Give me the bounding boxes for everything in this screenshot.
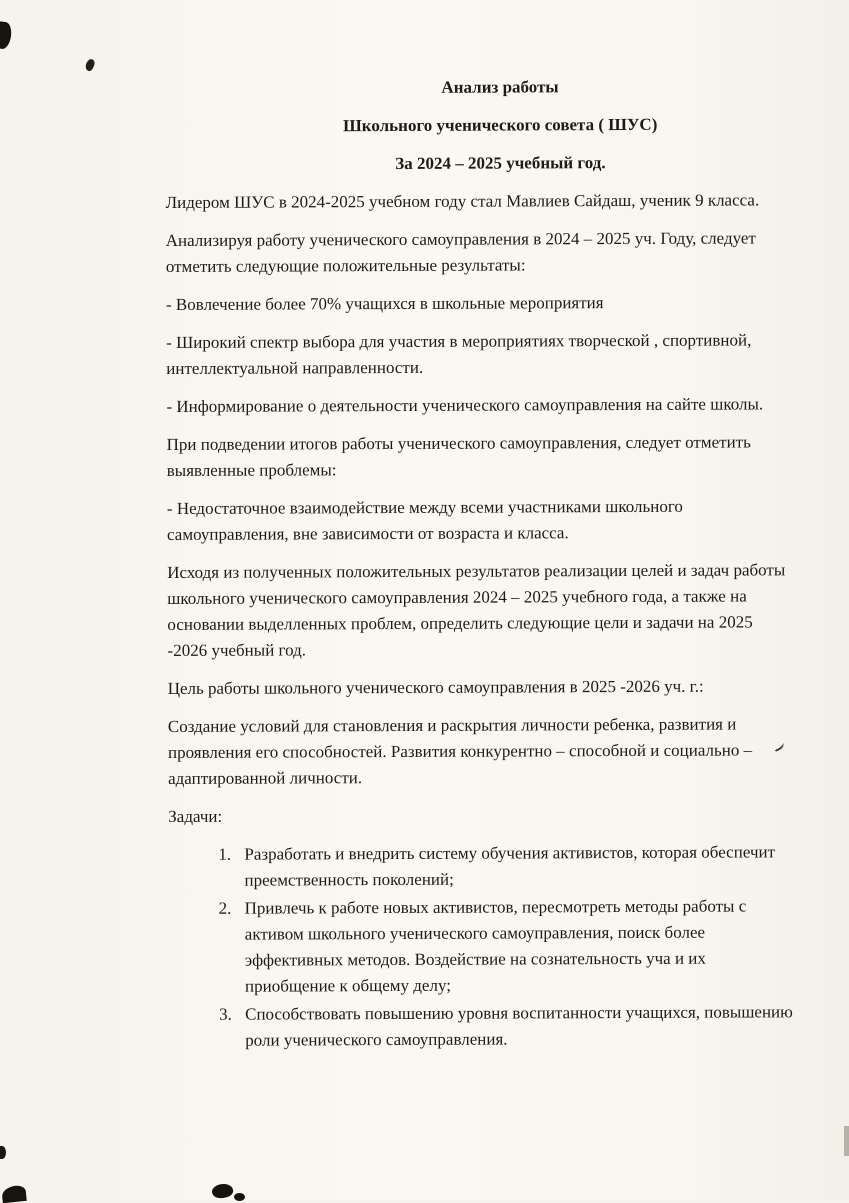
numbered-task-list	[168, 839, 797, 1054]
scan-artifact	[1, 1185, 27, 1203]
paragraph: - Информирование о деятельности ученического самоуправления на сайте школы.	[166, 394, 764, 416]
paragraph: При подведении итогов работы ученического самоуправления, следует отметить выявленные проблемы:	[166, 432, 751, 480]
scan-artifact	[84, 58, 96, 72]
paragraph: - Недостаточное взаимодействие между всеми участниками школьного самоуправления, вне зависимости от возраста и класса.	[166, 496, 683, 544]
list-item-number: 1.	[218, 844, 232, 864]
document-title-line-2: Школьного ученического совета ( ШУС)	[343, 114, 658, 136]
scan-artifact	[0, 21, 13, 50]
paragraph: Исходя из полученных положительных результатов реализации целей и задач работы школьного ученического самоуправления 2024 – 2025 учебного года, а также на основании выделленных проблем, определить следующие цели и задачи на 2025 -2026 учебный год.	[167, 560, 786, 660]
list-item	[219, 893, 797, 1000]
scan-artifact	[0, 1146, 6, 1159]
list-item	[219, 999, 797, 1054]
paragraph: Лидером ШУС в 2024-2025 учебном году стал Мавлиев Сайдаш, ученик 9 класса.	[165, 190, 760, 212]
list-item-text: Привлечь к работе новых активистов, пересмотреть методы работы с активом школьного ученического самоуправления, поиск более эффективных методов. Воздействие на сознательность уча и их приобщение к общему делу;	[244, 896, 747, 996]
paragraph: - Вовлечение более 70% учащихся в школьные мероприятия	[165, 293, 604, 314]
document-title-line-1: Анализ работы	[441, 77, 559, 97]
paragraph: Анализируя работу ученического самоуправления в 2024 – 2025 уч. Году, следует отметить следующие положительные результаты:	[165, 228, 756, 276]
list-item-text: Способствовать повышению уровня воспитанности учащихся, повышению роли ученического самоуправления.	[245, 1002, 793, 1050]
list-item	[218, 839, 796, 894]
paragraph: Создание условий для становления и раскрытия личности ребенка, развития и проявления его способностей. Развития конкурентно – способной и социально – адаптированной личности.	[167, 714, 753, 788]
document-body	[165, 73, 797, 1056]
list-item-number: 2.	[218, 898, 232, 918]
document-title-line-3: За 2024 – 2025 учебный год.	[395, 153, 606, 173]
tasks-heading: Задачи:	[168, 806, 223, 826]
scan-artifact	[211, 1182, 234, 1200]
scan-artifact	[844, 1126, 849, 1156]
list-item-number: 3.	[219, 1004, 232, 1024]
list-item-text: Разработать и внедрить систему обучения активистов, которая обеспечит преемственность поколений;	[244, 842, 776, 890]
paragraph: Цель работы школьного ученического самоуправления в 2025 -2026 уч. г.:	[167, 676, 704, 698]
paragraph: - Широкий спектр выбора для участия в мероприятиях творческой , спортивной, интеллектуальной направленности.	[166, 330, 752, 378]
